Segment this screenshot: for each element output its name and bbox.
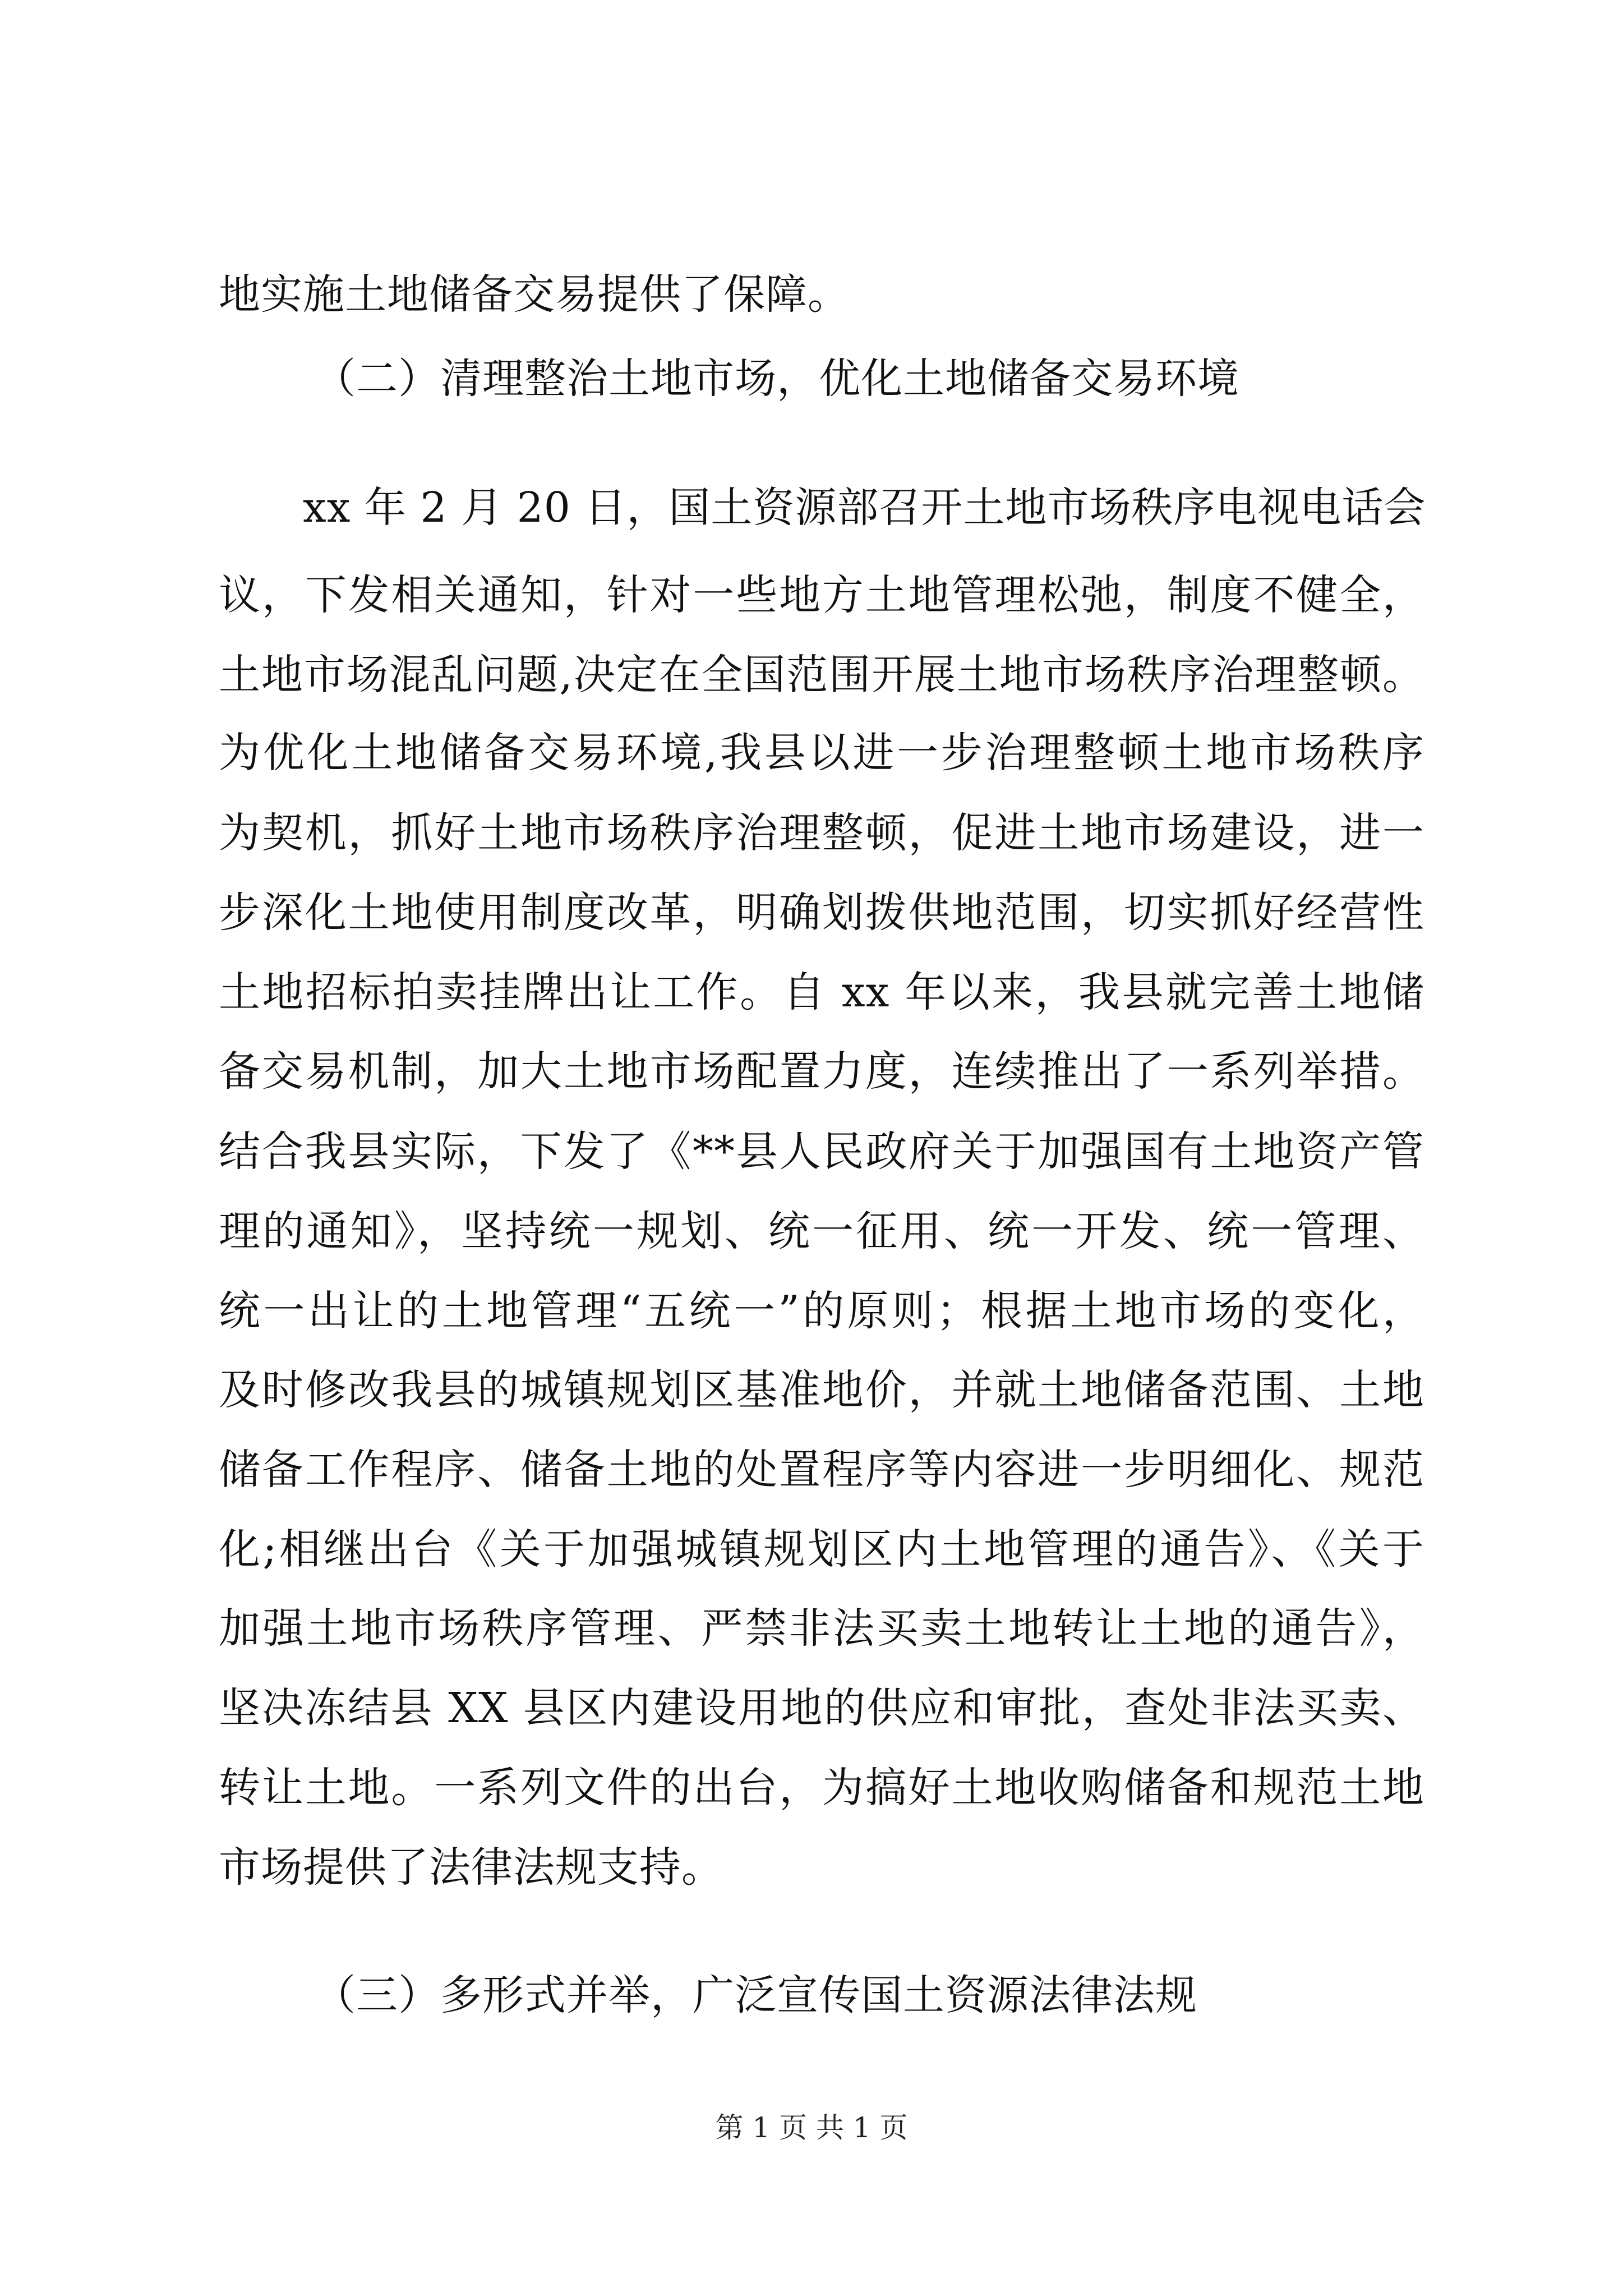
page-footer: 第 1 页 共 1 页	[715, 2111, 908, 2144]
section-heading: （三）多形式并举，广泛宣传国土资源法律法规	[314, 1971, 1197, 2019]
paragraph-line: 为契机，抓好土地市场秩序治理整顿，促进土地市场建设，进一	[219, 809, 1424, 857]
paragraph-line: 土地招标拍卖挂牌出让工作。自 xx 年以来，我县就完善土地储	[219, 968, 1424, 1016]
paragraph-line: 议，下发相关通知，针对一些地方土地管理松弛，制度不健全，	[219, 571, 1424, 619]
paragraph-line: 为优化土地储备交易环境,我县以进一步治理整顿土地市场秩序	[219, 729, 1424, 777]
paragraph-line: 步深化土地使用制度改革，明确划拨供地范围，切实抓好经营性	[219, 889, 1424, 937]
paragraph-line: 地实施土地储备交易提供了保障。	[219, 270, 850, 319]
paragraph-line: 土地市场混乱问题,决定在全国范围开展土地市场秩序治理整顿。	[219, 651, 1424, 699]
paragraph-line: 统一出让的土地管理“五统一”的原则；根据土地市场的变化，	[219, 1287, 1424, 1335]
paragraph-line: 及时修改我县的城镇规划区基准地价，并就土地储备范围、土地	[219, 1366, 1424, 1414]
paragraph-line: 坚决冻结县 XX 县区内建设用地的供应和审批，查处非法买卖、	[219, 1684, 1424, 1732]
paragraph-line: 市场提供了法律法规支持。	[219, 1843, 723, 1892]
paragraph-line: 理的通知》，坚持统一规划、统一征用、统一开发、统一管理、	[219, 1207, 1424, 1255]
paragraph-line: xx 年 2 月 20 日，国土资源部召开土地市场秩序电视电话会	[303, 484, 1426, 532]
section-heading: （二）清理整治土地市场，优化土地储备交易环境	[314, 355, 1239, 403]
paragraph-line: 加强土地市场秩序管理、严禁非法买卖土地转让土地的通告》，	[219, 1604, 1424, 1653]
paragraph-line: 储备工作程序、储备土地的处置程序等内容进一步明细化、规范	[219, 1446, 1424, 1494]
paragraph-line: 化;相继出台《关于加强城镇规划区内土地管理的通告》、《关于	[219, 1525, 1424, 1573]
paragraph-line: 备交易机制，加大土地市场配置力度，连续推出了一系列举措。	[219, 1047, 1424, 1096]
paragraph-line: 结合我县实际，下发了《**县人民政府关于加强国有土地资产管	[219, 1128, 1424, 1176]
paragraph-line: 转让土地。一系列文件的出台，为搞好土地收购储备和规范土地	[219, 1764, 1424, 1812]
